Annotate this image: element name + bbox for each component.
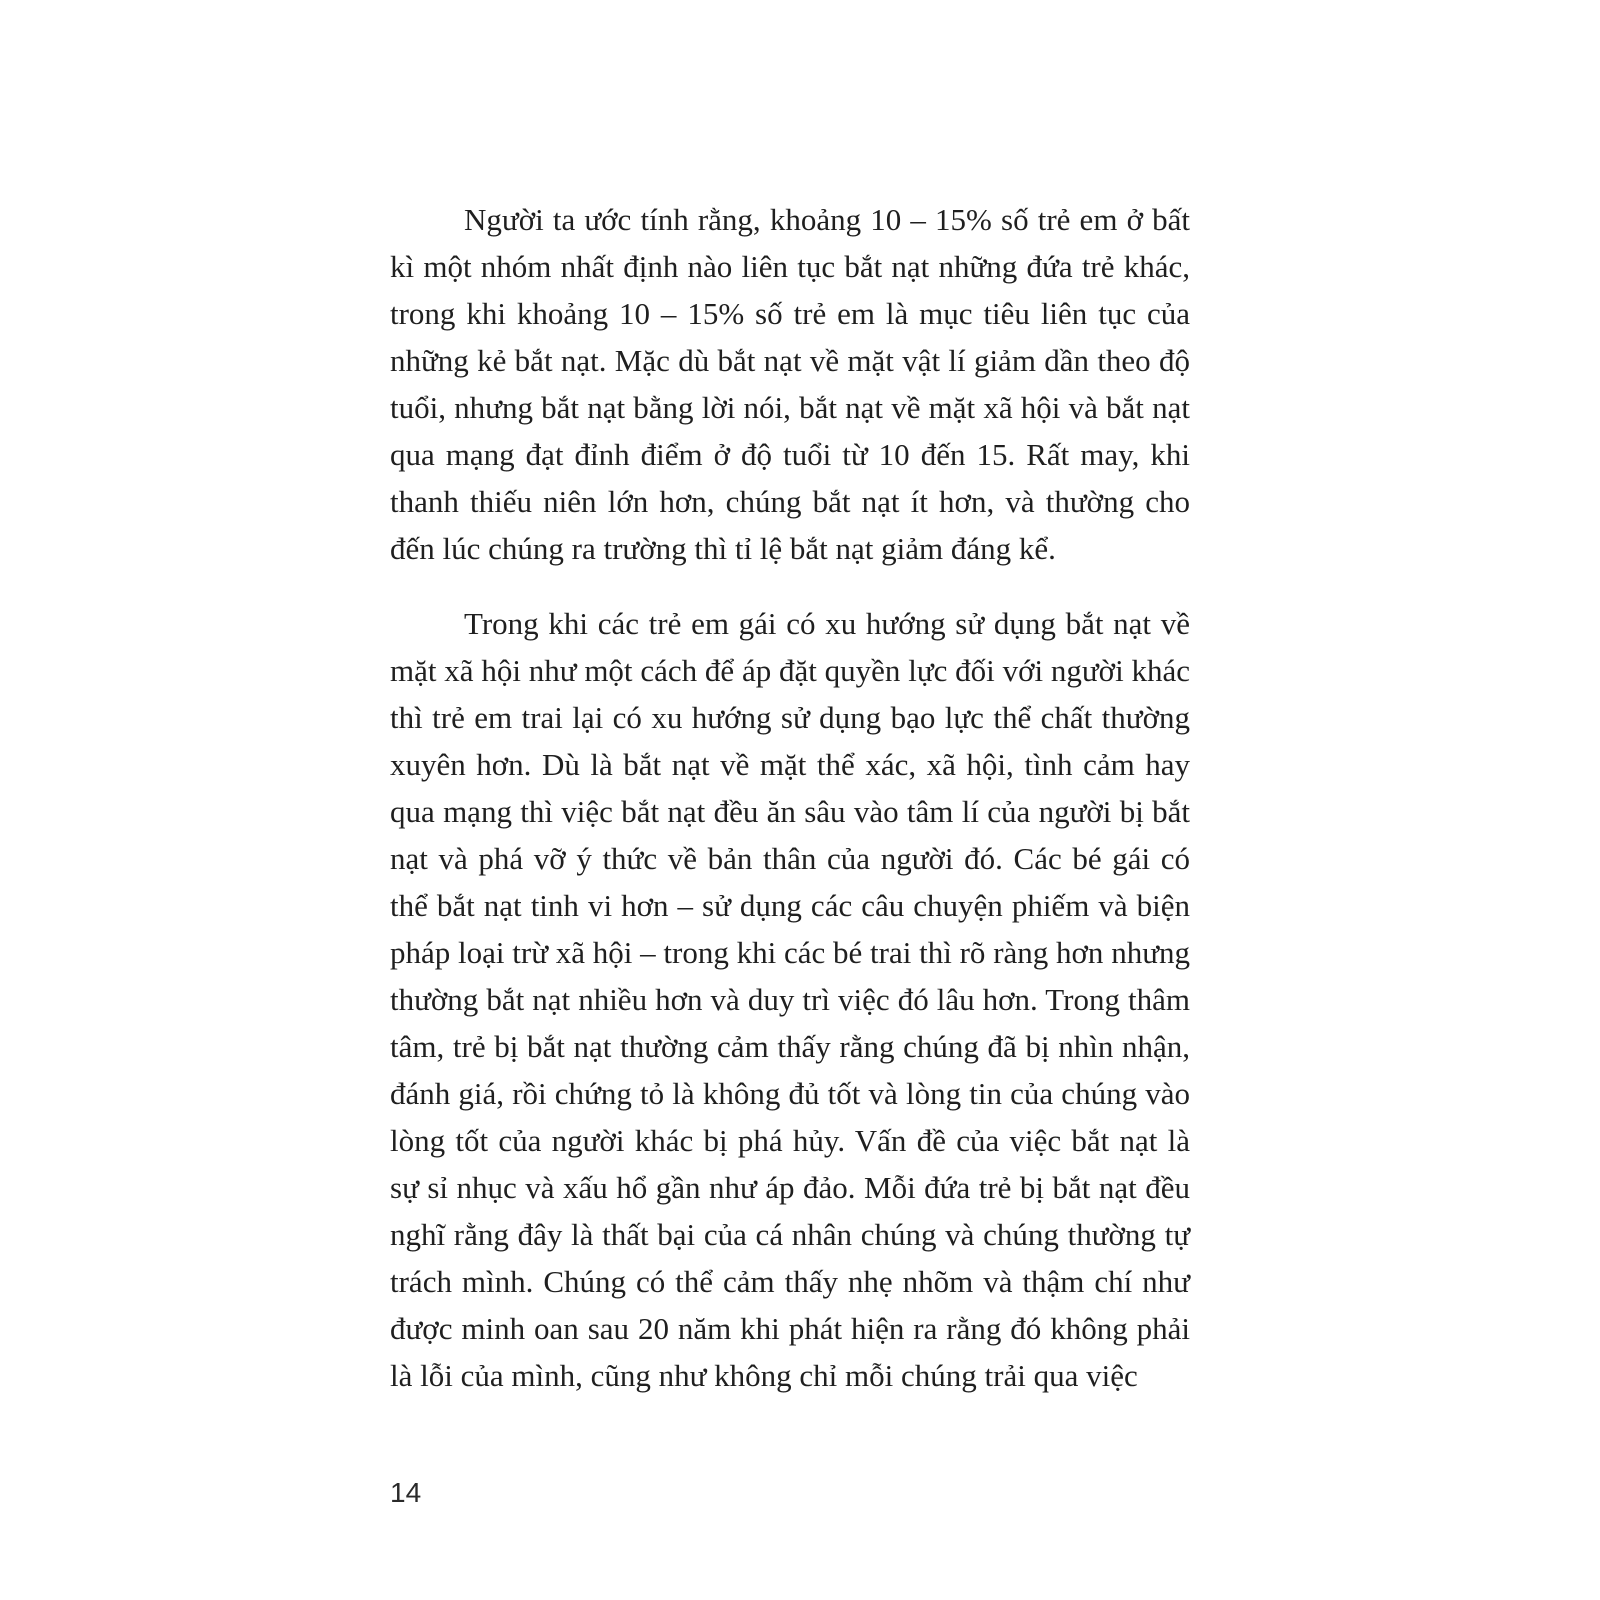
paragraph-2: Trong khi các trẻ em gái có xu hướng sử dụng bắt nạt về mặt xã hội như một cách để áp đặt quyền lực đối với người khác thì trẻ em trai lại có xu hướng sử dụng bạo lực thể chất thường xuyên hơn. Dù là bắt nạt về mặt thể xác, xã hội, tình cảm hay qua mạng thì việc bắt nạt đều ăn sâu vào tâm lí của người bị bắt nạt và phá vỡ ý thức về bản thân của người đó. Các bé gái có thể bắt nạt tinh vi hơn – sử dụng các câu chuyện phiếm và biện pháp loại trừ xã hội – trong khi các bé trai thì rõ ràng hơn nhưng thường bắt nạt nhiều hơn và duy trì việc đó lâu hơn. Trong thâm tâm, trẻ bị bắt nạt thường cảm thấy rằng chúng đã bị nhìn nhận, đánh giá, rồi chứng tỏ là không đủ tốt và lòng tin của chúng vào lòng tốt của người khác bị phá hủy. Vấn đề của việc bắt nạt là sự sỉ nhục và xấu hổ gần như áp đảo. Mỗi đứa trẻ bị bắt nạt đều nghĩ rằng đây là thất bại của cá nhân chúng và chúng thường tự trách mình. Chúng có thể cảm thấy nhẹ nhõm và thậm chí như được minh oan sau 20 năm khi phát hiện ra rằng đó không phải là lỗi của mình, cũng như không chỉ mỗi chúng trải qua việc	[390, 606, 1190, 1393]
paragraph-1: Người ta ước tính rằng, khoảng 10 – 15% số trẻ em ở bất kì một nhóm nhất định nào liên tục bắt nạt những đứa trẻ khác, trong khi khoảng 10 – 15% số trẻ em là mục tiêu liên tục của những kẻ bắt nạt. Mặc dù bắt nạt về mặt vật lí giảm dần theo độ tuổi, nhưng bắt nạt bằng lời nói, bắt nạt về mặt xã hội và bắt nạt qua mạng đạt đỉnh điểm ở độ tuổi từ 10 đến 15. Rất may, khi thanh thiếu niên lớn hơn, chúng bắt nạt ít hơn, và thường cho đến lúc chúng ra trường thì tỉ lệ bắt nạt giảm đáng kể.	[390, 202, 1190, 566]
page-number: 14	[390, 1477, 422, 1508]
body-text	[390, 196, 1190, 1427]
